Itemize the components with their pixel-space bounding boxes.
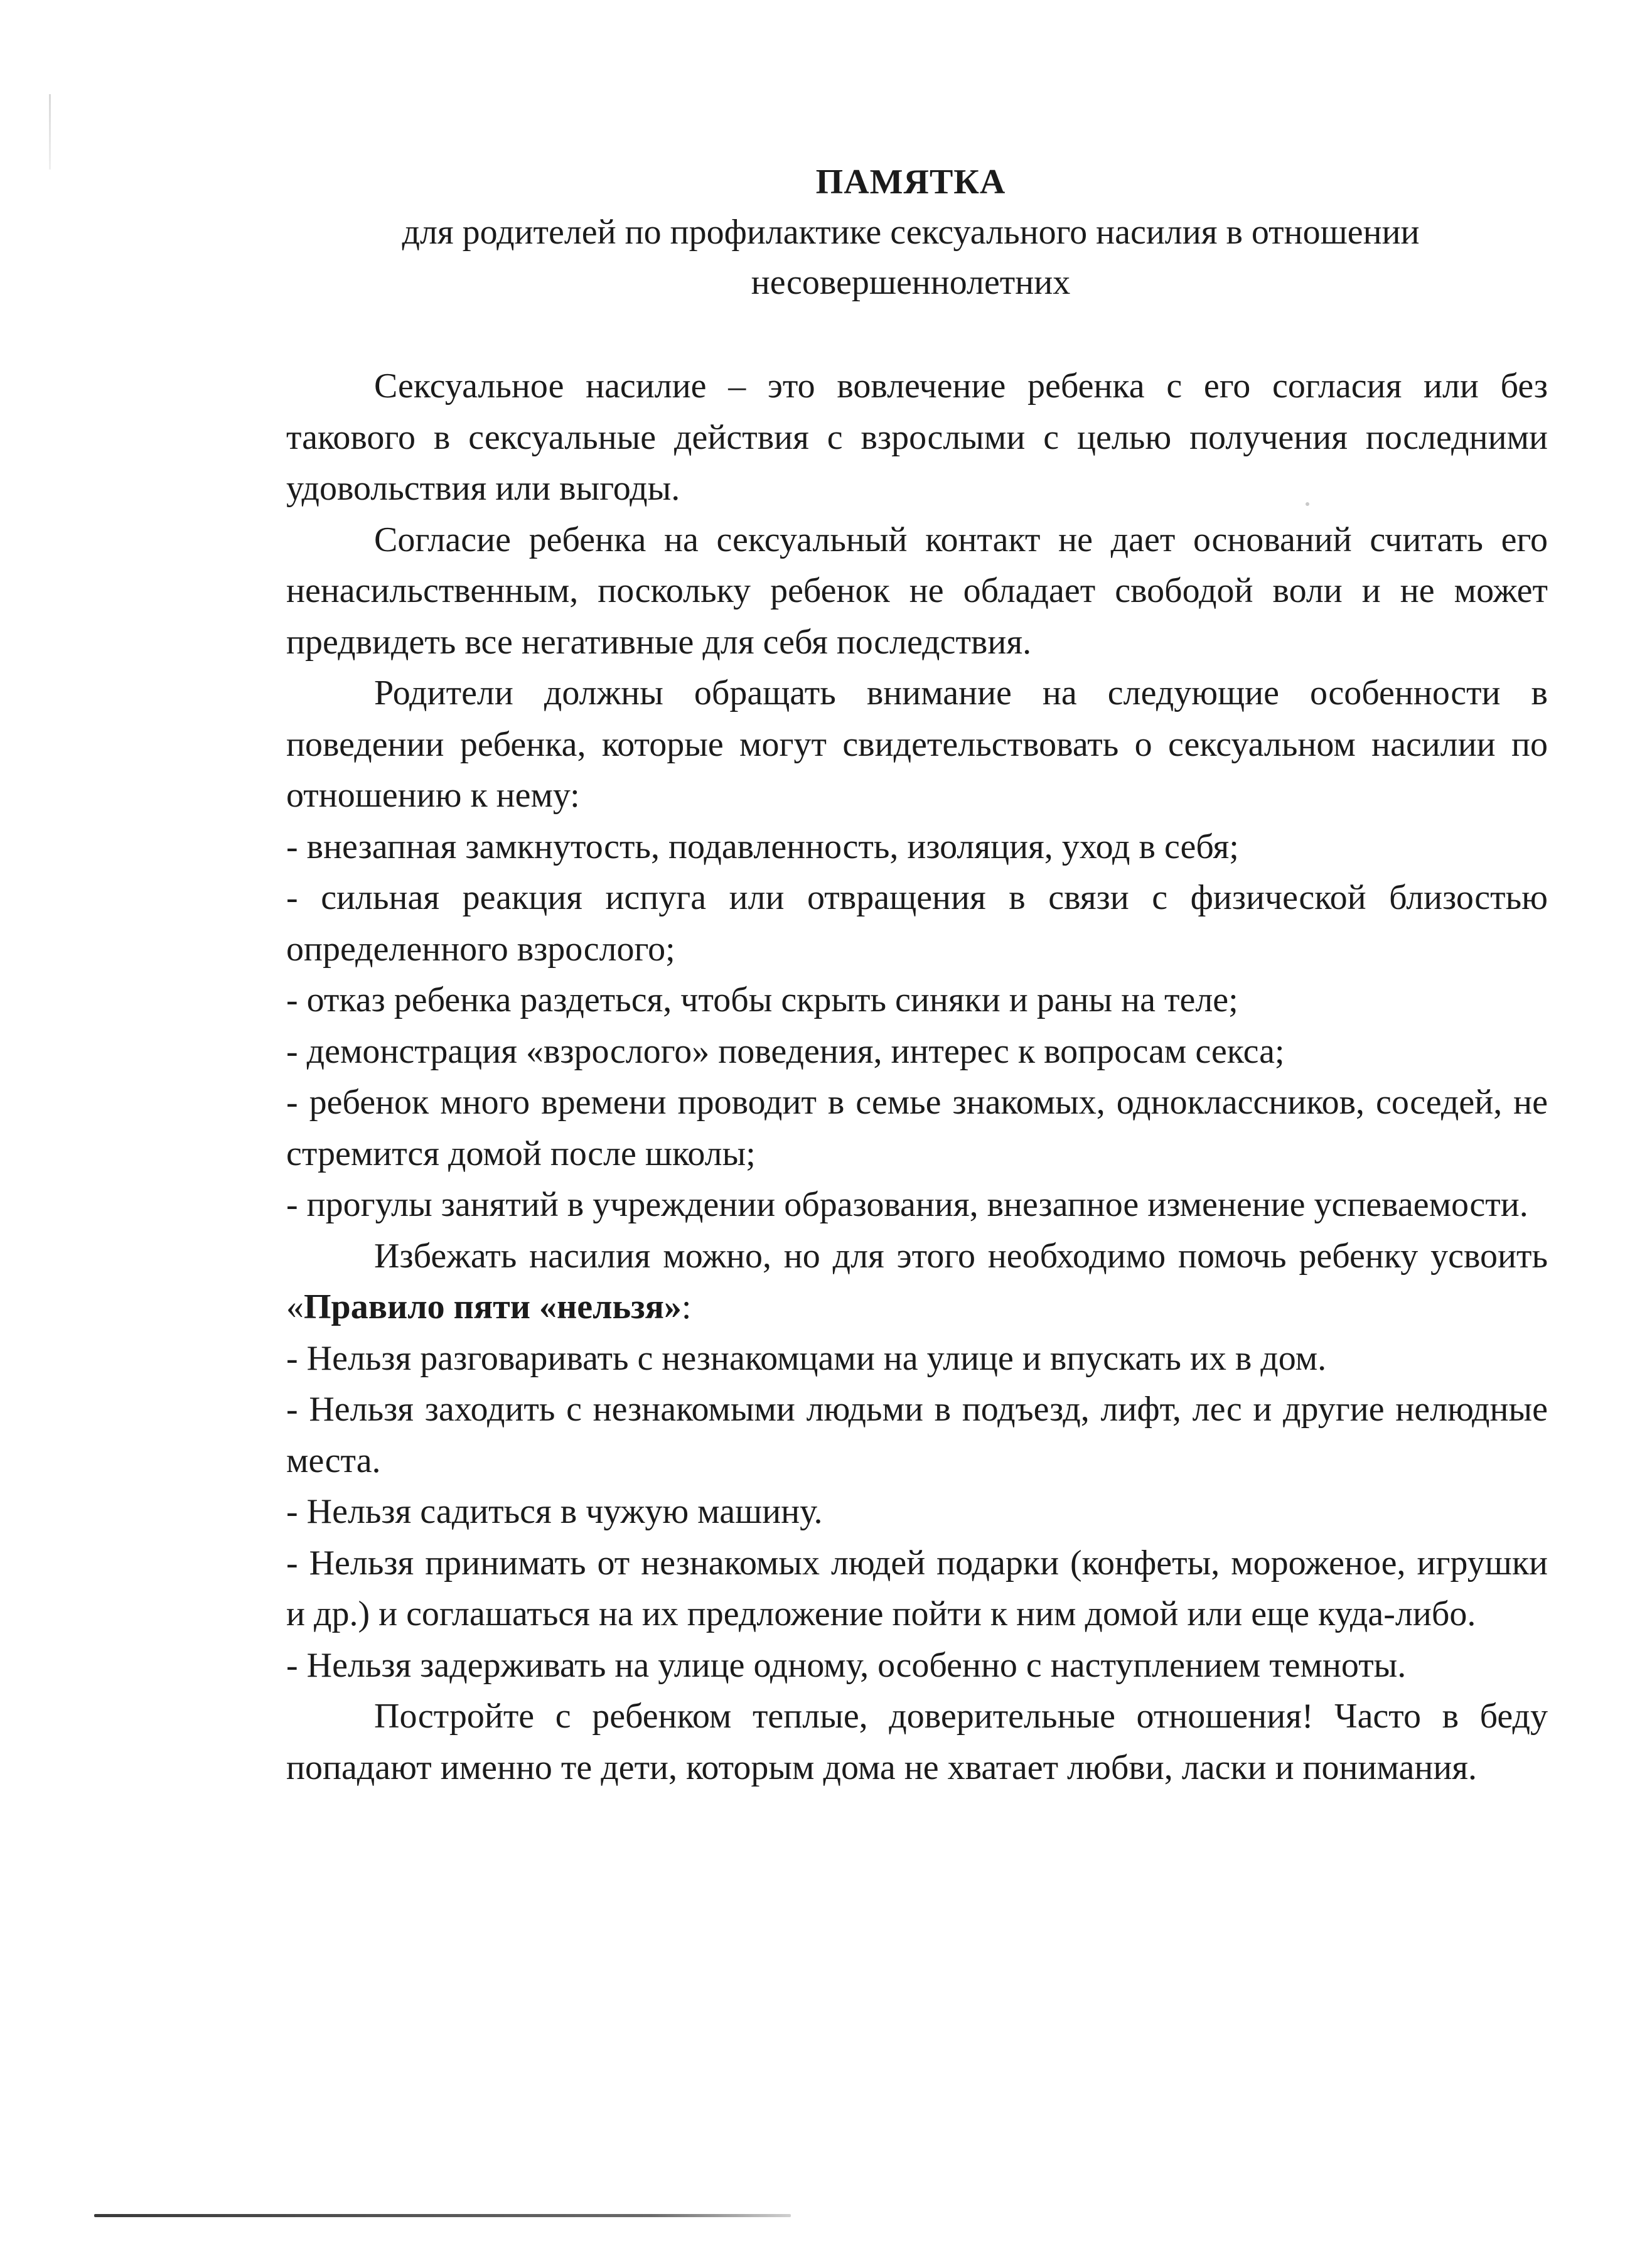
subtitle-line-2: несовершеннолетних <box>751 263 1071 302</box>
document-body <box>286 361 1548 1793</box>
rule-item: - Нельзя разговаривать с незнакомцами на улице и впускать их в дом. <box>286 1338 1327 1378</box>
subtitle-line-1: для родителей по профилактике сексуального насилия в отношении <box>402 213 1420 252</box>
sign-item: - внезапная замкнутость, подавленность, изоляция, уход в себя; <box>286 827 1239 866</box>
paragraph-closing: Постройте с ребенком теплые, доверительные отношения! Часто в беду попадают именно те дети, которым дома не хватает любви, ласки и понимания. <box>286 1697 1548 1787</box>
rule-intro-suffix: : <box>681 1287 692 1326</box>
rule-item: - Нельзя садиться в чужую машину. <box>286 1492 823 1531</box>
rule-item: - Нельзя принимать от незнакомых людей подарки (конфеты, мороженое, игрушки и др.) и соглашаться на их предложение пойти к ним домой или еще куда-либо. <box>286 1543 1548 1633</box>
sign-item: - ребенок много времени проводит в семье знакомых, одноклассников, соседей, не стремится домой после школы; <box>286 1083 1548 1173</box>
rule-item: - Нельзя задерживать на улице одному, особенно с наступлением темноты. <box>286 1645 1407 1685</box>
rule-name: Правило пяти «нельзя» <box>304 1287 682 1326</box>
document-subtitle <box>286 207 1535 308</box>
sign-item: - демонстрация «взрослого» поведения, интерес к вопросам секса; <box>286 1031 1285 1071</box>
paragraph-rule-intro <box>286 1231 1548 1333</box>
paragraph-definition: Сексуальное насилие – это вовлечение ребенка с его согласия или без такового в сексуальные действия с взрослыми с целью получения последними удовольствия или выгоды. <box>286 367 1548 508</box>
rule-intro-prefix: Избежать насилия можно, но для этого необходимо помочь ребенку усвоить « <box>286 1236 1548 1326</box>
sign-item: - прогулы занятий в учреждении образования, внезапное изменение успеваемости. <box>286 1185 1528 1224</box>
paragraph-consent: Согласие ребенка на сексуальный контакт не дает оснований считать его ненасильственным, поскольку ребенок не обладает свободой воли и не может предвидеть все негативные для себя последствия. <box>286 520 1548 662</box>
footer-rule-line <box>94 2214 791 2217</box>
rule-item: - Нельзя заходить с незнакомыми людьми в подъезд, лифт, лес и другие нелюдные места. <box>286 1390 1548 1480</box>
document-title: ПАМЯТКА <box>815 163 1006 202</box>
scan-edge-mark <box>49 94 51 169</box>
sign-item: - отказ ребенка раздеться, чтобы скрыть синяки и раны на теле; <box>286 981 1238 1019</box>
paragraph-signs-intro: Родители должны обращать внимание на следующие особенности в поведении ребенка, которые могут свидетельствовать о сексуальном насилии по отношению к нему: <box>286 674 1548 815</box>
sign-item: - сильная реакция испуга или отвращения в связи с физической близостью определенного взрослого; <box>286 878 1548 969</box>
